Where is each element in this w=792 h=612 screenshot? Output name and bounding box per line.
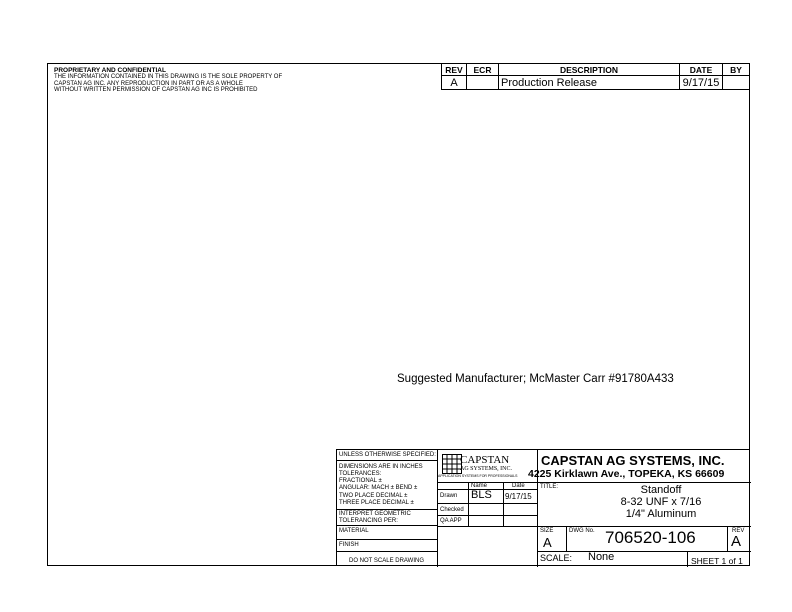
fractional-tol: FRACTIONAL ± <box>339 478 382 484</box>
checked-label: Checked <box>440 507 464 513</box>
dims-note: DIMENSIONS ARE IN INCHES <box>339 464 423 470</box>
by-header: BY <box>723 64 750 76</box>
name-header: Name <box>471 483 488 489</box>
capstan-logo <box>440 452 535 480</box>
logo-grid-icon <box>442 454 462 474</box>
drawn-name: BLS <box>471 489 492 501</box>
logo-tag: APPLICATION SYSTEMS FOR PROFESSIONALS <box>438 474 518 478</box>
ecr-cell <box>467 76 499 90</box>
three-place-tol: THREE PLACE DECIMAL ± <box>339 500 414 506</box>
drawn-date: 9/17/15 <box>505 492 532 501</box>
unless-specified: UNLESS OTHERWISE SPECIFIED: <box>339 452 436 458</box>
scale-label: SCALE: <box>540 553 573 563</box>
description-header: DESCRIPTION <box>499 64 680 76</box>
proprietary-heading: PROPRIETARY AND CONFIDENTIAL <box>54 67 166 74</box>
table-row <box>442 76 750 90</box>
dwg-label: DWG No. <box>569 528 595 534</box>
two-place-tol: TWO PLACE DECIMAL ± <box>339 493 408 499</box>
title-line: Standoff <box>640 484 682 496</box>
ecr-header: ECR <box>467 64 499 76</box>
title-line: 8-32 UNF x 7/16 <box>620 496 702 508</box>
date-header: Date <box>512 483 525 489</box>
finish-label: FINISH <box>339 542 359 548</box>
proprietary-notice <box>54 67 354 94</box>
interpret-label: TOLERANCING PER: <box>339 518 398 524</box>
date-header: DATE <box>680 64 723 76</box>
title-line: 1/4" Aluminum <box>625 508 697 520</box>
material-label: MATERIAL <box>339 528 369 534</box>
scale-value: None <box>588 551 615 563</box>
rev-value: A <box>731 533 742 550</box>
proprietary-line: WITHOUT WRITTEN PERMISSION OF CAPSTAN AG INC IS PROHIBITED <box>54 87 258 93</box>
logo-sub: AG SYSTEMS, INC. <box>460 466 513 472</box>
interpret-label: INTERPRET GEOMETRIC <box>339 511 411 517</box>
angular-tol: ANGULAR: MACH ± BEND ± <box>339 485 418 491</box>
manufacturer-note: Suggested Manufacturer; McMaster Carr #91780A433 <box>397 373 674 385</box>
company-name: CAPSTAN AG SYSTEMS, INC. <box>541 453 725 468</box>
title-label: TITLE: <box>540 484 559 490</box>
drawn-label: Drawn <box>440 493 458 499</box>
sheet-number: SHEET 1 of 1 <box>691 556 743 566</box>
no-scale-note: DO NOT SCALE DRAWING <box>349 558 425 564</box>
description-cell: Production Release <box>499 76 680 90</box>
rev-label: REV <box>732 528 745 534</box>
tolerances-label: TOLERANCES: <box>339 471 382 477</box>
by-cell <box>723 76 750 90</box>
logo-name: CAPSTAN <box>460 454 510 466</box>
company-address: 4225 Kirklawn Ave., TOPEKA, KS 66609 <box>528 468 725 480</box>
size-label: SIZE <box>540 528 554 534</box>
proprietary-line: CAPSTAN AG INC. ANY REPRODUCTION IN PART OR AS A WHOLE <box>54 80 243 87</box>
date-cell: 9/17/15 <box>680 76 723 90</box>
size-value: A <box>543 535 552 550</box>
qa-label: QA APP <box>440 518 462 524</box>
dwg-number: 706520-106 <box>605 528 696 547</box>
revision-table <box>441 63 750 90</box>
rev-header: REV <box>442 64 467 76</box>
title-block <box>336 449 750 566</box>
proprietary-line: THE INFORMATION CONTAINED IN THIS DRAWING IS THE SOLE PROPERTY OF <box>54 74 283 80</box>
rev-cell: A <box>442 76 467 90</box>
